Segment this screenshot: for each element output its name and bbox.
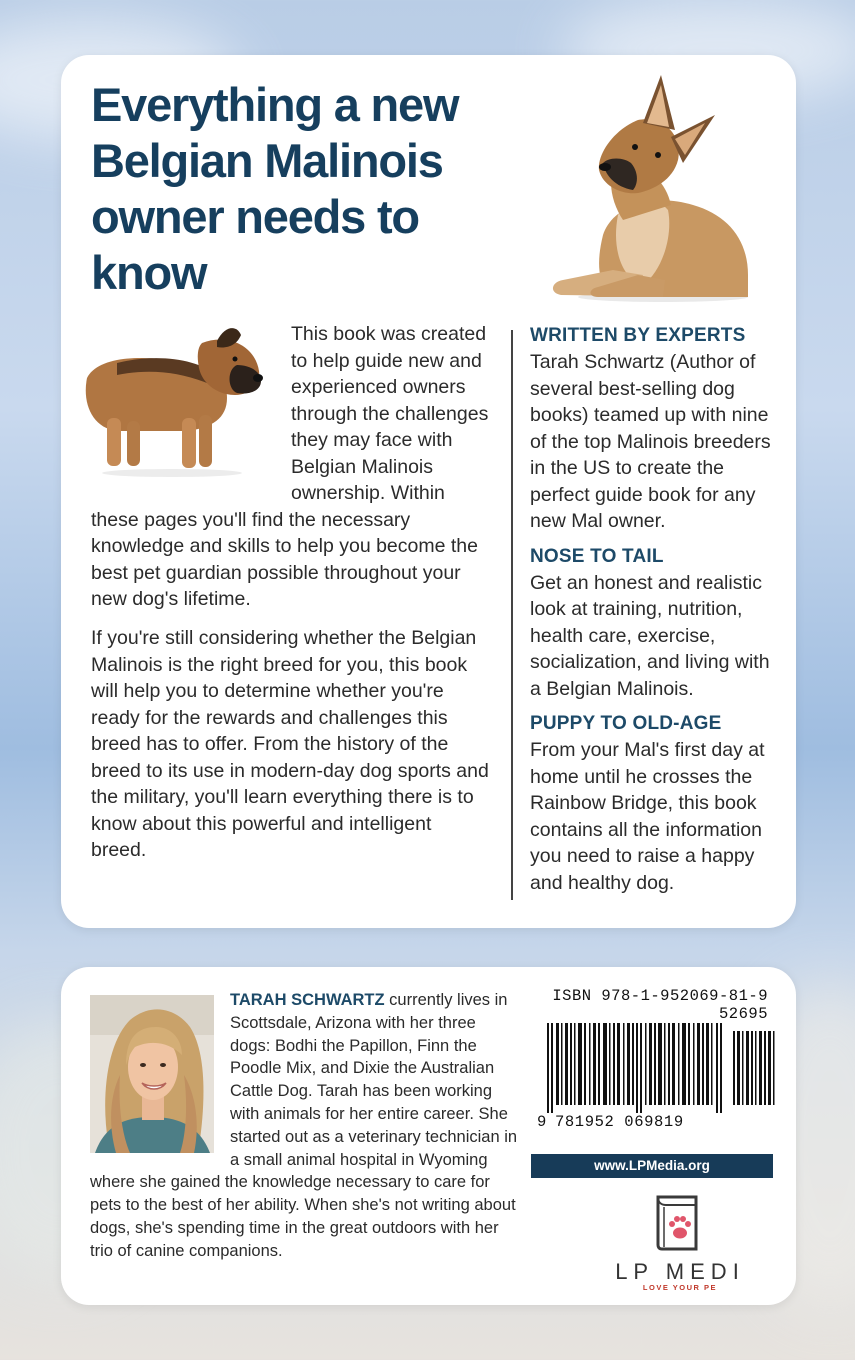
second-paragraph: If you're still considering whether the Belgian Malinois is the right breed for you, this book will help you to determine whether you're ready for the rewards and challenges this breed has to offer. From the history of the breed to its use in modern-day dog sports and the military, you'll learn everything there is to know about this powerful and intelligent breed. [91,627,489,861]
price-code: 52695 [718,1005,768,1023]
publisher-url[interactable]: www.LPMedia.org [531,1154,773,1178]
ean-first-digit: 9 [537,1113,547,1131]
feature-text-puppy-to-old-age: From your Mal's first day at home until he crosses the Rainbow Bridge, this book contains all the information you need to raise a happy and healthy dog. [530,739,765,894]
ean-digits: 781952 069819 [555,1113,684,1131]
feature-text-experts: Tarah Schwartz (Author of several best-selling dog books) teamed up with nine of the top Malinois breeders in the US to create the perfect guide book for any new Mal owner. [530,351,771,532]
intro-paragraph: This book was created to help guide new and experienced owners through the challenges they may face with Belgian Malinois ownership. Within these pages you'll find the necessary knowledge and skills to help you become the best pet guardian possible throughout your new dog's lifetime. [91,323,489,610]
isbn-label: ISBN 978-1-952069-81-9 [552,987,768,1005]
book-headline: Everything a new Belgian Malinois owner needs to know [91,78,459,299]
isbn-barcode [537,1023,777,1113]
feature-heading-experts: WRITTEN BY EXPERTS [530,325,746,346]
author-publisher-panel [61,967,796,1305]
front-info-panel [61,55,796,928]
author-name: TARAH SCHWARTZ [230,991,385,1009]
column-divider [511,330,513,900]
feature-heading-puppy-to-old-age: PUPPY TO OLD-AGE [530,713,722,734]
feature-text-nose-to-tail: Get an honest and realistic look at training, nutrition, health care, exercise, socialization, and living with a Belgian Malinois. [530,571,770,700]
book-paw-logo-icon [652,1193,702,1253]
publisher-tagline: LOVE YOUR PE [642,1283,718,1292]
features-column [530,323,780,905]
intro-paragraph-block [91,321,491,613]
author-bio-block [90,989,520,1263]
feature-heading-nose-to-tail: NOSE TO TAIL [530,545,664,567]
adult-malinois-illustration [543,75,753,305]
publisher-logo-text: LP MEDI [615,1259,745,1284]
author-bio-text: currently lives in Scottsdale, Arizona with her three dogs: Bodhi the Papillon, Finn the Poodle Mix, and Dixie the Australian Cattle Dog. Tarah has been working with animals for her entire career. She started out as a veterinary technician in a small animal hospital in Wyoming where she gained the knowledge necessary to care for pets to the best of her ability. When she's not writing about dogs, she's spending time in the great outdoors with her trio of canine companions. [90,991,518,1260]
